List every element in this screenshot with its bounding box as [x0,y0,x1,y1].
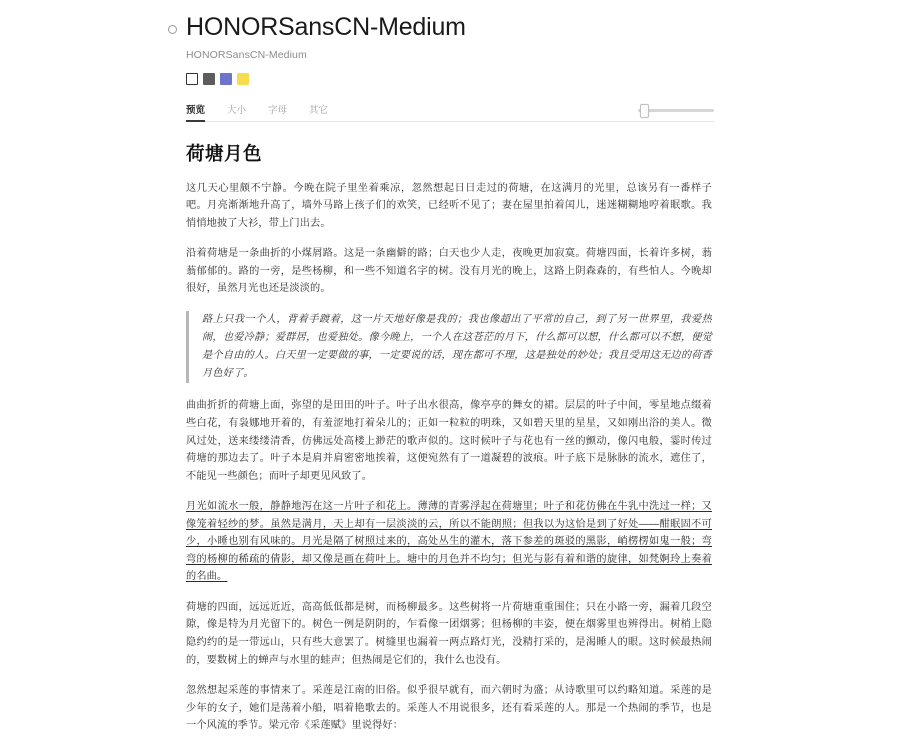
font-size-slider[interactable] [638,103,714,117]
sample-heading: 荷塘月色 [186,142,263,164]
content-container [186,0,714,748]
tab-bar [186,99,714,122]
sample-blockquote-text: 路上只我一个人，背着手踱着，这一片天地好像是我的；我也像超出了平常的自己，到了另一世界里，我爱热闹，也爱冷静；爱群居，也爱独处。像今晚上，一个人在这苍茫的月下，什么都可以想，什么都可以不想，便觉是个自由的人。白天里一定要做的事，一定要说的话，现在都可不理，这是独处的妙处；我且受用这无边的荷香月色好了。 [202,313,712,380]
swatch-white[interactable] [186,73,198,85]
color-swatch-group [186,73,714,85]
swatch-yellow[interactable] [237,73,249,85]
swatch-periwinkle-blue[interactable] [220,73,232,85]
sample-paragraph-2: 沿着荷塘是一条曲折的小煤屑路。这是一条幽僻的路；白天也少人走，夜晚更加寂寞。荷塘四面，长着许多树，蓊蓊郁郁的。路的一旁，是些杨柳，和一些不知道名字的树。没有月光的晚上，这路上阴森森的，有些怕人。今晚却很好，虽然月光也还是淡淡的。 [186,248,712,295]
sample-text-area [186,140,712,735]
sample-paragraph-3: 曲曲折折的荷塘上面，弥望的是田田的叶子。叶子出水很高，像亭亭的舞女的裙。层层的叶子中间，零星地点缀着些白花，有袅娜地开着的，有羞涩地打着朵儿的；正如一粒粒的明珠，又如碧天里的星星，又如刚出浴的美人。微风过处，送来缕缕清香，仿佛远处高楼上渺茫的歌声似的。这时候叶子与花也有一丝的颤动，像闪电般，霎时传过荷塘的那边去了。叶子本是肩并肩密密地挨着，这便宛然有了一道凝碧的波痕。叶子底下是脉脉的流水，遮住了，不能见一些颜色；而叶子却更见风致了。 [186,400,712,482]
sample-paragraph-1: 这几天心里颇不宁静。今晚在院子里坐着乘凉，忽然想起日日走过的荷塘，在这满月的光里，总该另有一番样子吧。月亮渐渐地升高了，墙外马路上孩子们的欢笑，已经听不见了；妻在屋里拍着闰儿，迷迷糊糊地哼着眠歌。我悄悄地披了大衫，带上门出去。 [186,182,712,229]
tab-list [186,99,350,121]
slider-track[interactable] [638,109,714,112]
sample-blockquote [186,311,712,384]
tab-other[interactable]: 其它 [309,105,329,116]
sample-paragraph-6: 忽然想起采莲的事情来了。采莲是江南的旧俗。似乎很早就有，而六朝时为盛；从诗歌里可以约略知道。采莲的是少年的女子，她们是荡着小船，唱着艳歌去的。采莲人不用说很多，还有看采莲的人。那是一个热闹的季节，也是一个风流的季节。梁元帝《采莲赋》里说得好： [186,685,712,732]
sample-paragraph-5: 荷塘的四面，远远近近，高高低低都是树，而杨柳最多。这些树将一片荷塘重重围住；只在小路一旁，漏着几段空隙，像是特为月光留下的。树色一例是阴阴的，乍看像一团烟雾；但杨柳的丰姿，便在烟雾里也辨得出。树梢上隐隐约约的是一带远山，只有些大意罢了。树缝里也漏着一两点路灯光，没精打采的，是渴睡人的眼。这时候最热闹的，要数树上的蝉声与水里的蛙声；但热闹是它们的，我什么也没有。 [186,601,712,666]
tab-letters[interactable]: 字母 [268,105,288,116]
slider-handle[interactable] [640,104,649,118]
sample-paragraph-4-underlined: 月光如流水一般，静静地泻在这一片叶子和花上。薄薄的青雾浮起在荷塘里；叶子和花仿佛在牛乳中洗过一样；又像笼着轻纱的梦。虽然是满月，天上却有一层淡淡的云，所以不能朗照；但我以为这恰是到了好处——酣眠固不可少，小睡也别有风味的。月光是隔了树照过来的，高处丛生的灌木，落下参差的斑驳的黑影，峭楞楞如鬼一般；弯弯的杨柳的稀疏的倩影，却又像是画在荷叶上。塘中的月色并不均匀；但光与影有着和谐的旋律，如梵婀玲上奏着的名曲。 [186,501,712,583]
font-name-subtitle: HONORSansCN-Medium [186,48,307,61]
circle-outline-icon [168,25,177,34]
page-title: HONORSansCN-Medium [186,13,466,41]
tab-size[interactable]: 大小 [227,105,247,116]
tab-preview[interactable]: 预览 [186,106,218,121]
swatch-dark-gray[interactable] [203,73,215,85]
page-header [168,13,714,43]
